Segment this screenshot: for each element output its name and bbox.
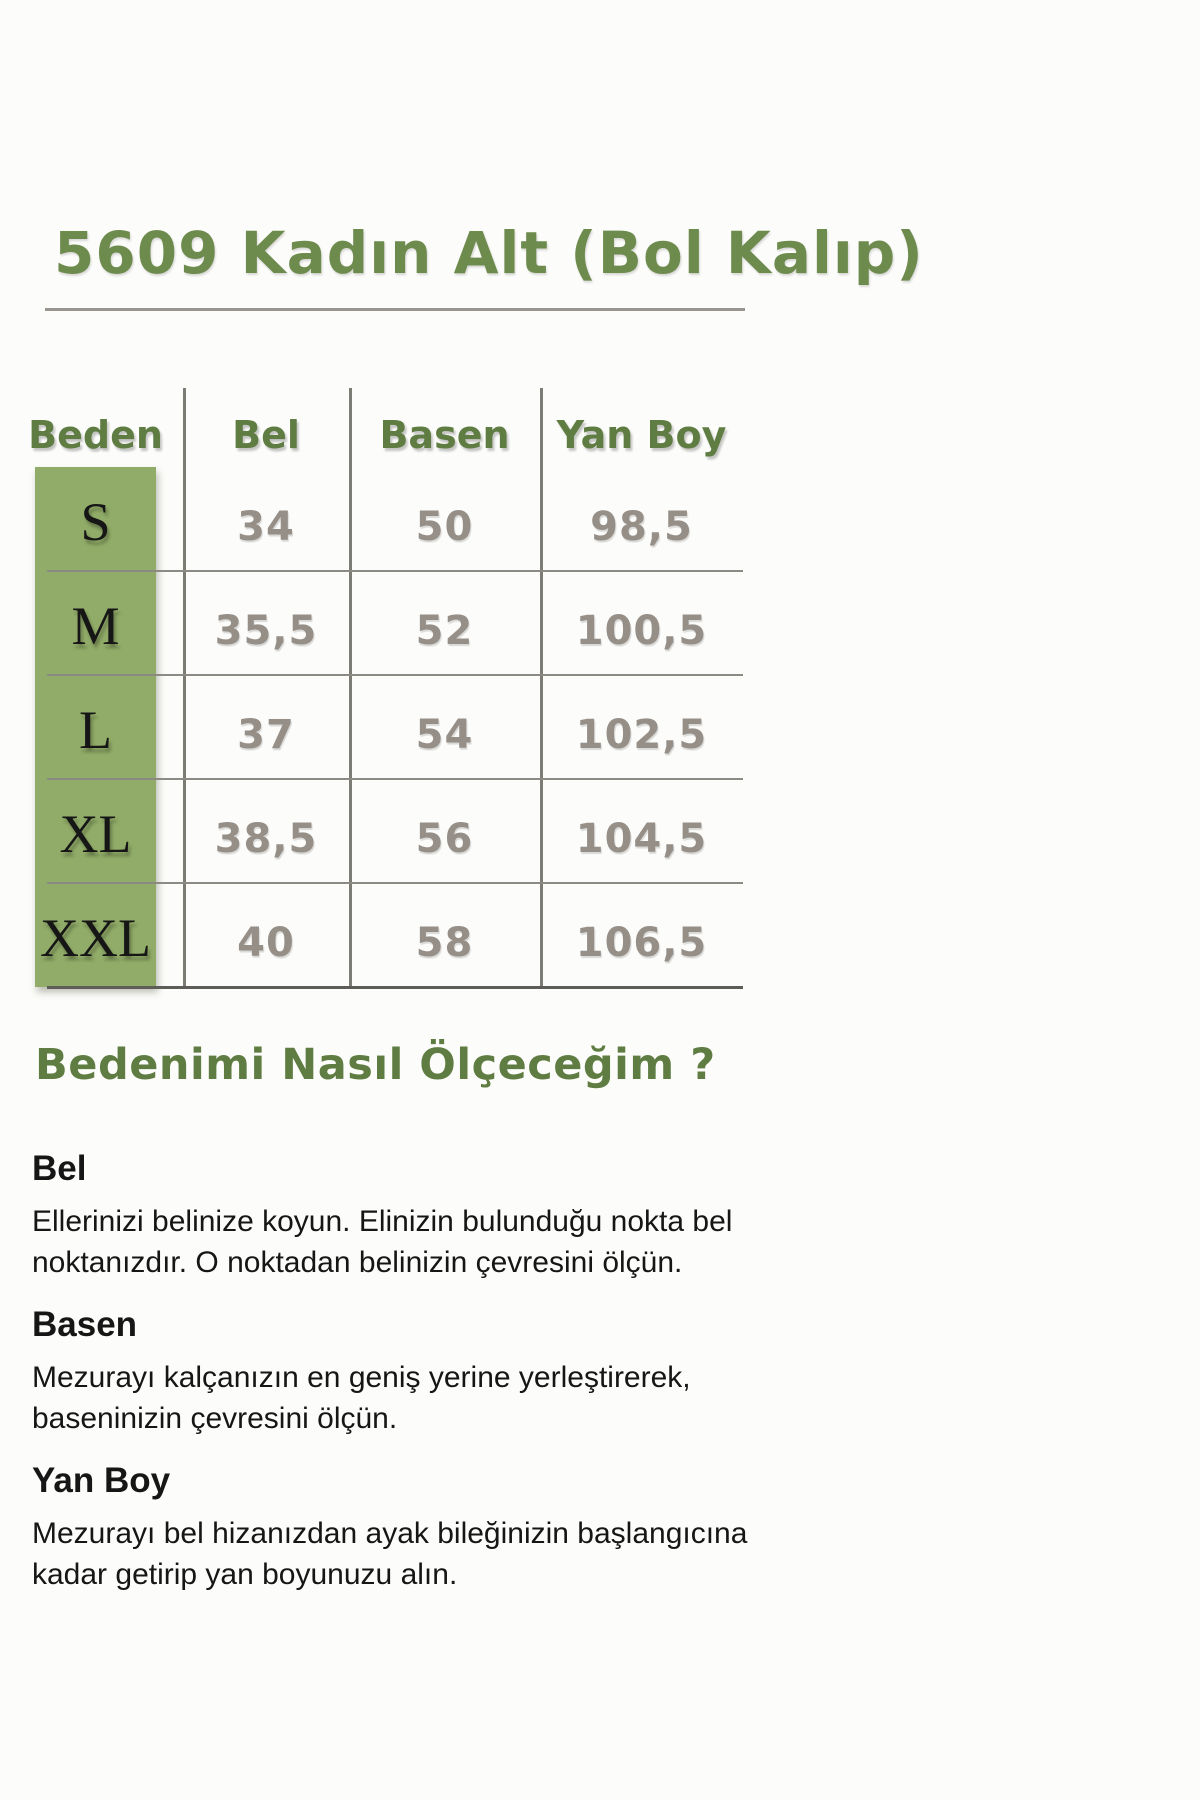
basen-value: 58 <box>415 920 474 966</box>
bel-value: 37 <box>237 712 295 758</box>
bel-value: 35,5 <box>214 608 318 654</box>
measure-guide <box>32 1148 792 1595</box>
measure-guide-heading: Bedenimi Nasıl Ölçeceğim ? <box>35 1040 716 1090</box>
guide-text-line: noktanızdır. O noktadan belinizin çevresini ölçün. <box>32 1246 683 1279</box>
table-header-row <box>28 388 743 467</box>
size-label: L <box>79 700 112 760</box>
yan-boy-value: 98,5 <box>590 504 693 550</box>
column-header-bel: Bel <box>232 412 300 457</box>
title-underline <box>45 308 745 311</box>
guide-section-title: Yan Boy <box>32 1461 171 1500</box>
bel-value: 38,5 <box>214 816 318 862</box>
guide-section-title: Bel <box>32 1149 87 1188</box>
guide-text-line: Mezurayı bel hizanızdan ayak bileğinizin başlangıcına <box>32 1517 748 1550</box>
guide-section-title: Basen <box>32 1305 138 1344</box>
table-row <box>35 675 743 779</box>
guide-text-line: baseninizin çevresini ölçün. <box>32 1402 398 1435</box>
guide-section-yan-boy <box>32 1460 792 1595</box>
size-label: S <box>80 492 111 552</box>
row-separator <box>47 778 743 780</box>
bel-value: 34 <box>237 504 295 550</box>
guide-text-line: Mezurayı kalçanızın en geniş yerine yerleştirerek, <box>32 1361 691 1394</box>
row-separator <box>47 570 743 572</box>
yan-boy-value: 100,5 <box>575 608 708 654</box>
page-title: 5609 Kadın Alt (Bol Kalıp) <box>54 219 924 287</box>
column-header-yan-boy: Yan Boy <box>556 412 727 457</box>
column-header-beden: Beden <box>28 412 163 457</box>
basen-value: 50 <box>415 504 474 550</box>
basen-value: 54 <box>415 712 474 758</box>
table-row <box>35 883 743 987</box>
guide-section-bel <box>32 1148 792 1283</box>
yan-boy-value: 104,5 <box>575 816 708 862</box>
table-row <box>35 467 743 571</box>
basen-value: 56 <box>415 816 474 862</box>
guide-section-basen <box>32 1304 792 1439</box>
yan-boy-value: 102,5 <box>575 712 708 758</box>
size-label: M <box>71 596 120 656</box>
size-table <box>28 388 743 990</box>
basen-value: 52 <box>415 608 474 654</box>
guide-text-line: Ellerinizi belinize koyun. Elinizin bulunduğu nokta bel <box>32 1205 733 1238</box>
size-label: XXL <box>40 908 151 968</box>
bel-value: 40 <box>237 920 295 966</box>
guide-text-line: kadar getirip yan boyunuzu alın. <box>32 1558 458 1591</box>
size-label: XL <box>59 804 132 864</box>
row-separator <box>47 674 743 676</box>
table-bottom-line <box>47 986 743 989</box>
guide-section-text <box>32 1513 792 1595</box>
yan-boy-value: 106,5 <box>575 920 708 966</box>
column-header-basen: Basen <box>379 412 510 457</box>
guide-section-text <box>32 1357 792 1439</box>
table-row <box>35 571 743 675</box>
row-separator <box>47 882 743 884</box>
guide-section-text <box>32 1201 792 1283</box>
table-row <box>35 779 743 883</box>
